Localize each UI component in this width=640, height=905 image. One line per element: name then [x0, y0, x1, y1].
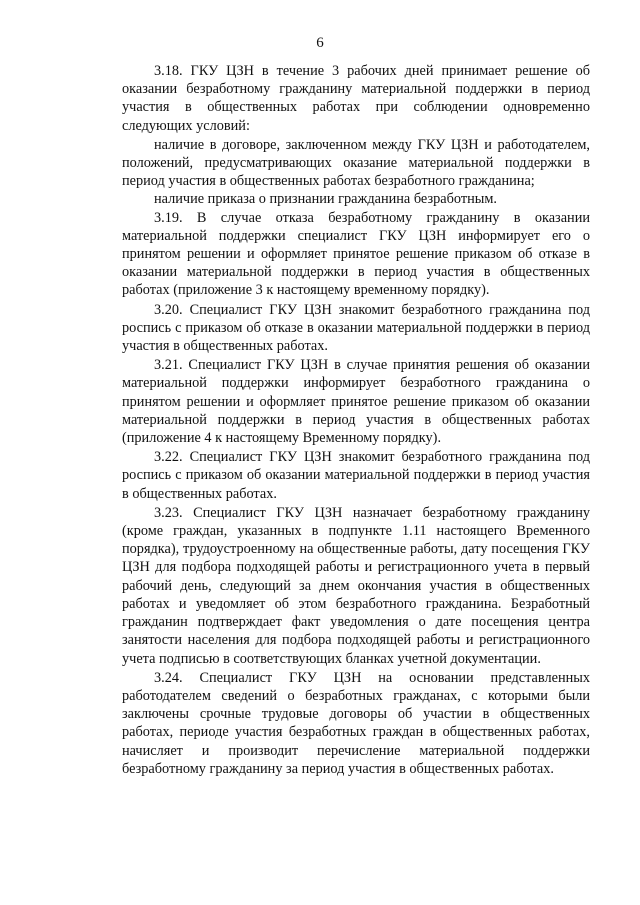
- paragraph-3-23: 3.23. Специалист ГКУ ЦЗН назначает безработному гражданину (кроме граждан, указанных в подпункте 1.11 настоящего Временного порядка), трудоустроенному на общественные работы, дату посещения ГКУ ЦЗН для подбора подходящей работы и регистрационного учета в первый рабочий день, следующий за днем окончания участия в общественных работах и уведомляет об этом безработного гражданина. Безработный гражданин подтверждает факт уведомления о дате посещения центра занятости населения для подбора подходящей работы и регистрационного учета подписью в соответствующих бланках учетной документации.: [122, 504, 590, 667]
- paragraph-3-20: 3.20. Специалист ГКУ ЦЗН знакомит безработного гражданина под роспись с приказом об отказе в оказании материальной поддержки в период участия в общественных работах.: [122, 301, 590, 355]
- condition-order: наличие приказа о признании гражданина безработным.: [154, 191, 497, 208]
- paragraph-3-19: 3.19. В случае отказа безработному гражданину в оказании материальной поддержки специалист ГКУ ЦЗН информирует его о принятом решении и оформляет принятое решение приказом об отказе в оказании материальной поддержки в период участия в общественных работах (приложение 3 к настоящему временному порядку).: [122, 209, 590, 299]
- page-number: 6: [316, 35, 324, 51]
- document-body: [122, 62, 590, 779]
- paragraph-3-22: 3.22. Специалист ГКУ ЦЗН знакомит безработного гражданина под роспись с приказом об оказании материальной поддержки в период участия в общественных работах.: [122, 449, 590, 502]
- paragraph-3-21: 3.21. Специалист ГКУ ЦЗН в случае принятия решения об оказании материальной поддержки информирует безработного гражданина о принятом решении и оформляет принятое решение приказом об оказании материальной поддержки в период участия в общественных работах (приложение 4 к настоящему Временному порядку).: [122, 357, 590, 447]
- paragraph-3-24: 3.24. Специалист ГКУ ЦЗН на основании представленных работодателем сведений о безработных гражданах, с которыми были заключены срочные трудовые договоры об участии в общественных работах, периоде участия безработных граждан в общественных работах, начисляет и производит перечисление материальной поддержки безработному гражданину за период участия в общественных работах.: [122, 669, 590, 777]
- condition-contract: наличие в договоре, заключенном между ГКУ ЦЗН и работодателем, положений, предусматривающих оказание материальной поддержки в период участия в общественных работах безработного гражданина;: [122, 136, 590, 190]
- paragraph-3-18: 3.18. ГКУ ЦЗН в течение 3 рабочих дней принимает решение об оказании безработному гражданину материальной поддержки в период участия в общественных работах при соблюдении одновременно следующих условий:: [122, 63, 590, 134]
